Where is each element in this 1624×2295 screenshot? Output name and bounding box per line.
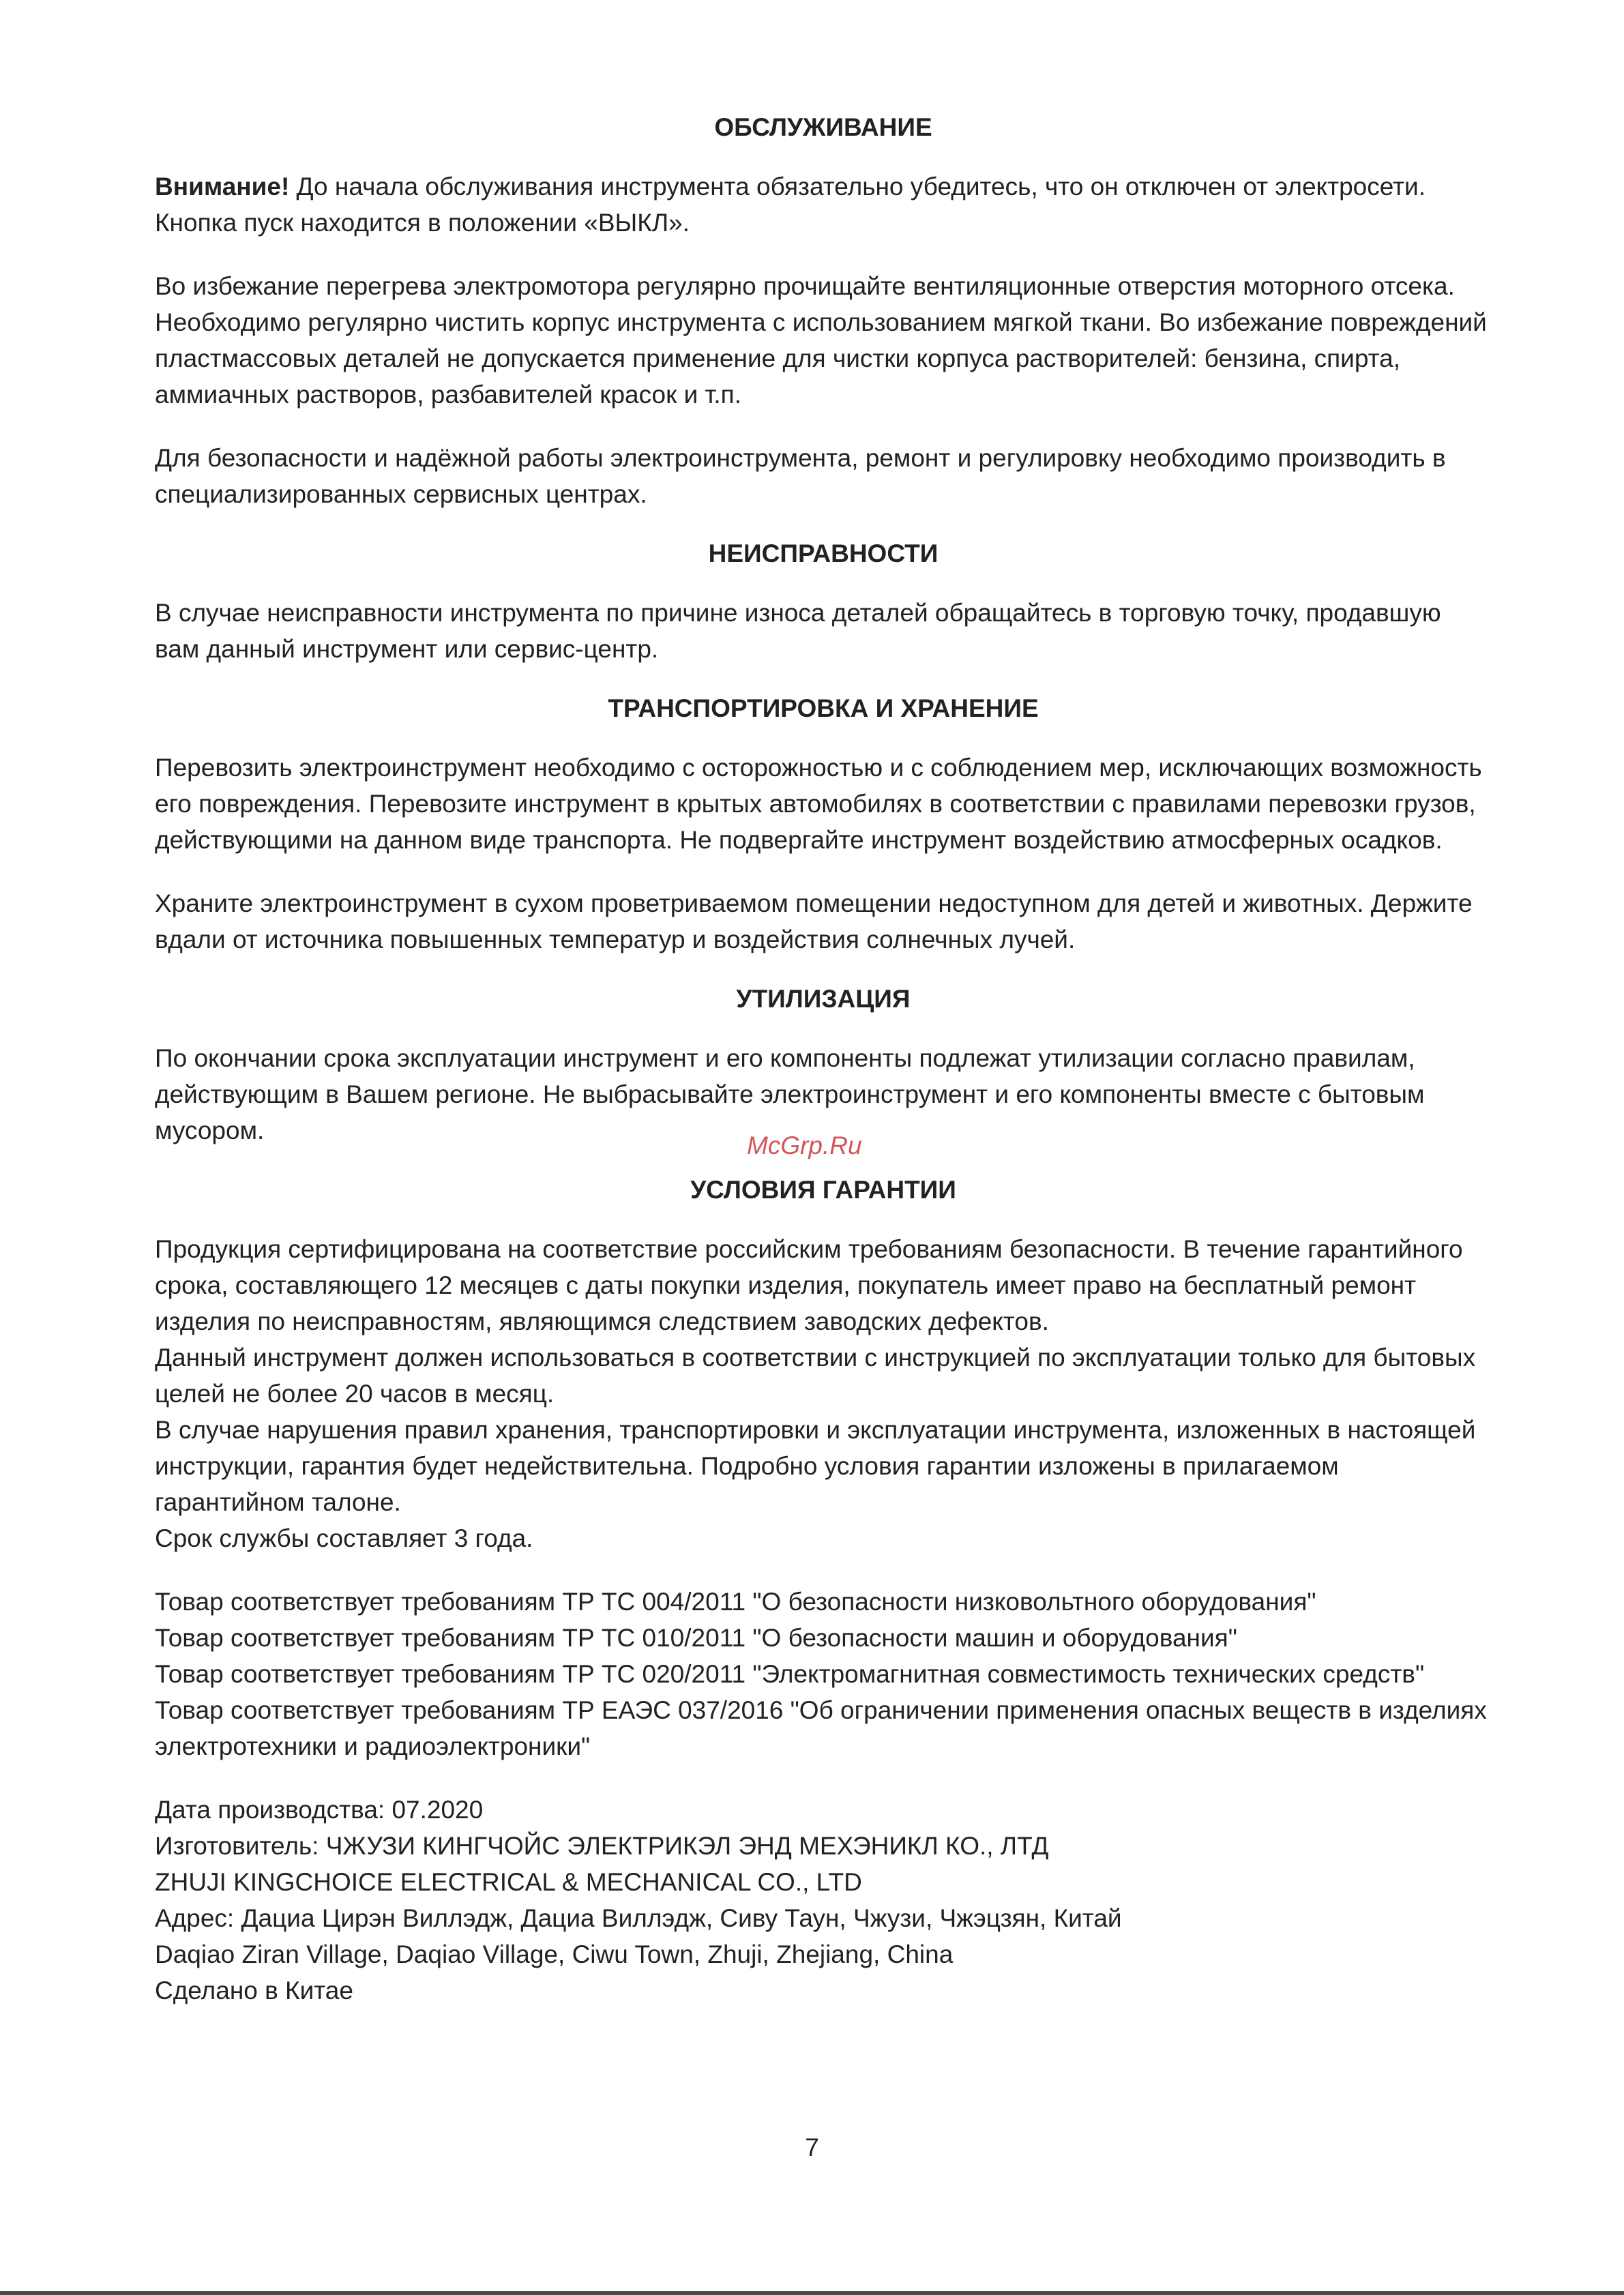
compliance-line: Товар соответствует требованиям ТР ТС 010/2011 "О безопасности машин и оборудования" — [155, 1624, 1237, 1652]
warning-label: Внимание! — [155, 173, 290, 201]
manufacturer-address-ru: Адрес: Дациа Цирэн Виллэдж, Дациа Виллэдж, Сиву Таун, Чжузи, Чжэцзян, Китай — [155, 1904, 1122, 1932]
heading-warranty: УСЛОВИЯ ГАРАНТИИ — [690, 1176, 956, 1204]
warranty-line: Данный инструмент должен использоваться в соответствии с инструкцией по эксплуатации только для бытовых целей не более 20 часов в месяц. — [155, 1344, 1476, 1408]
warning-text: До начала обслуживания инструмента обязательно убедитесь, что он отключен от электросети. Кнопка пуск находится в положении «ВЫКЛ». — [155, 173, 1426, 237]
page-bottom-edge — [0, 2291, 1624, 2295]
compliance-line: Товар соответствует требованиям ТР ЕАЭС 037/2016 "Об ограничении применения опасных веществ в изделиях электротехники и радиоэлектроники" — [155, 1696, 1487, 1760]
heading-maintenance: ОБСЛУЖИВАНИЕ — [714, 113, 932, 141]
country-of-origin: Сделано в Китае — [155, 1976, 353, 2004]
compliance-line: Товар соответствует требованиям ТР ТС 004/2011 "О безопасности низковольтного оборудования" — [155, 1588, 1316, 1616]
storage-paragraph: Храните электроинструмент в сухом проветриваемом помещении недоступном для детей и животных. Держите вдали от источника повышенных температур и воздействия солнечных лучей. — [155, 889, 1473, 953]
manufacturer-address-en: Daqiao Ziran Village, Daqiao Village, Ciwu Town, Zhuji, Zhejiang, China — [155, 1940, 954, 1968]
manufacturer-block — [155, 1792, 1492, 2009]
warranty-paragraph — [155, 1231, 1492, 1556]
compliance-line: Товар соответствует требованиям ТР ТС 020/2011 "Электромагнитная совместимость технических средств" — [155, 1660, 1425, 1688]
transport-paragraph: Перевозить электроинструмент необходимо с осторожностью и с соблюдением мер, исключающих возможность его повреждения. Перевозите инструмент в крытых автомобилях в соответствии с правилами перевозки грузов, действующими на данном виде транспорта. Не подвергайте инструмент воздействию атмосферных осадков. — [155, 754, 1482, 854]
maintenance-cleaning-paragraph: Во избежание перегрева электромотора регулярно прочищайте вентиляционные отверстия моторного отсека. Необходимо регулярно чистить корпус инструмента с использованием мягкой ткани. Во избежание повреждений пластмассовых деталей не допускается применение для чистки корпуса растворителей: бензина, спирта, аммиачных растворов, разбавителей красок и т.п. — [155, 272, 1487, 409]
heading-transport: ТРАНСПОРТИРОВКА И ХРАНЕНИЕ — [608, 694, 1039, 722]
maintenance-warning-paragraph — [155, 168, 1492, 241]
warranty-line: Продукция сертифицирована на соответствие российским требованиям безопасности. В течение гарантийного срока, составляющего 12 месяцев с даты покупки изделия, покупатель имеет право на бесплатный ремонт изделия по неисправностям, являющимся следствием заводских дефектов. — [155, 1235, 1463, 1335]
heading-faults: НЕИСПРАВНОСТИ — [708, 539, 939, 567]
watermark: McGrp.Ru — [747, 1131, 862, 1159]
document-page — [155, 109, 1492, 2036]
compliance-paragraph — [155, 1584, 1492, 1764]
heading-disposal: УТИЛИЗАЦИЯ — [736, 985, 911, 1013]
warranty-line: В случае нарушения правил хранения, транспортировки и эксплуатации инструмента, изложенных в настоящей инструкции, гарантия будет недействительна. Подробно условия гарантии изложены в прилагаемом гарантийном талоне. — [155, 1416, 1476, 1516]
page-number: 7 — [805, 2133, 819, 2161]
manufacturer-name-en: ZHUJI KINGCHOICE ELECTRICAL & MECHANICAL CO., LTD — [155, 1868, 862, 1896]
production-date: Дата производства: 07.2020 — [155, 1796, 484, 1824]
warranty-line: Срок службы составляет 3 года. — [155, 1524, 533, 1552]
maintenance-service-paragraph: Для безопасности и надёжной работы электроинструмента, ремонт и регулировку необходимо производить в специализированных сервисных центрах. — [155, 444, 1446, 508]
disposal-paragraph: По окончании срока эксплуатации инструмент и его компоненты подлежат утилизации согласно правилам, действующим в Вашем регионе. Не выбрасывайте электроинструмент и его компоненты вместе с бытовым мусором. — [155, 1044, 1425, 1144]
faults-paragraph: В случае неисправности инструмента по причине износа деталей обращайтесь в торговую точку, продавшую вам данный инструмент или сервис-центр. — [155, 599, 1441, 663]
manufacturer-name-ru: Изготовитель: ЧЖУЗИ КИНГЧОЙС ЭЛЕКТРИКЭЛ ЭНД МЕХЭНИКЛ КО., ЛТД — [155, 1832, 1049, 1860]
